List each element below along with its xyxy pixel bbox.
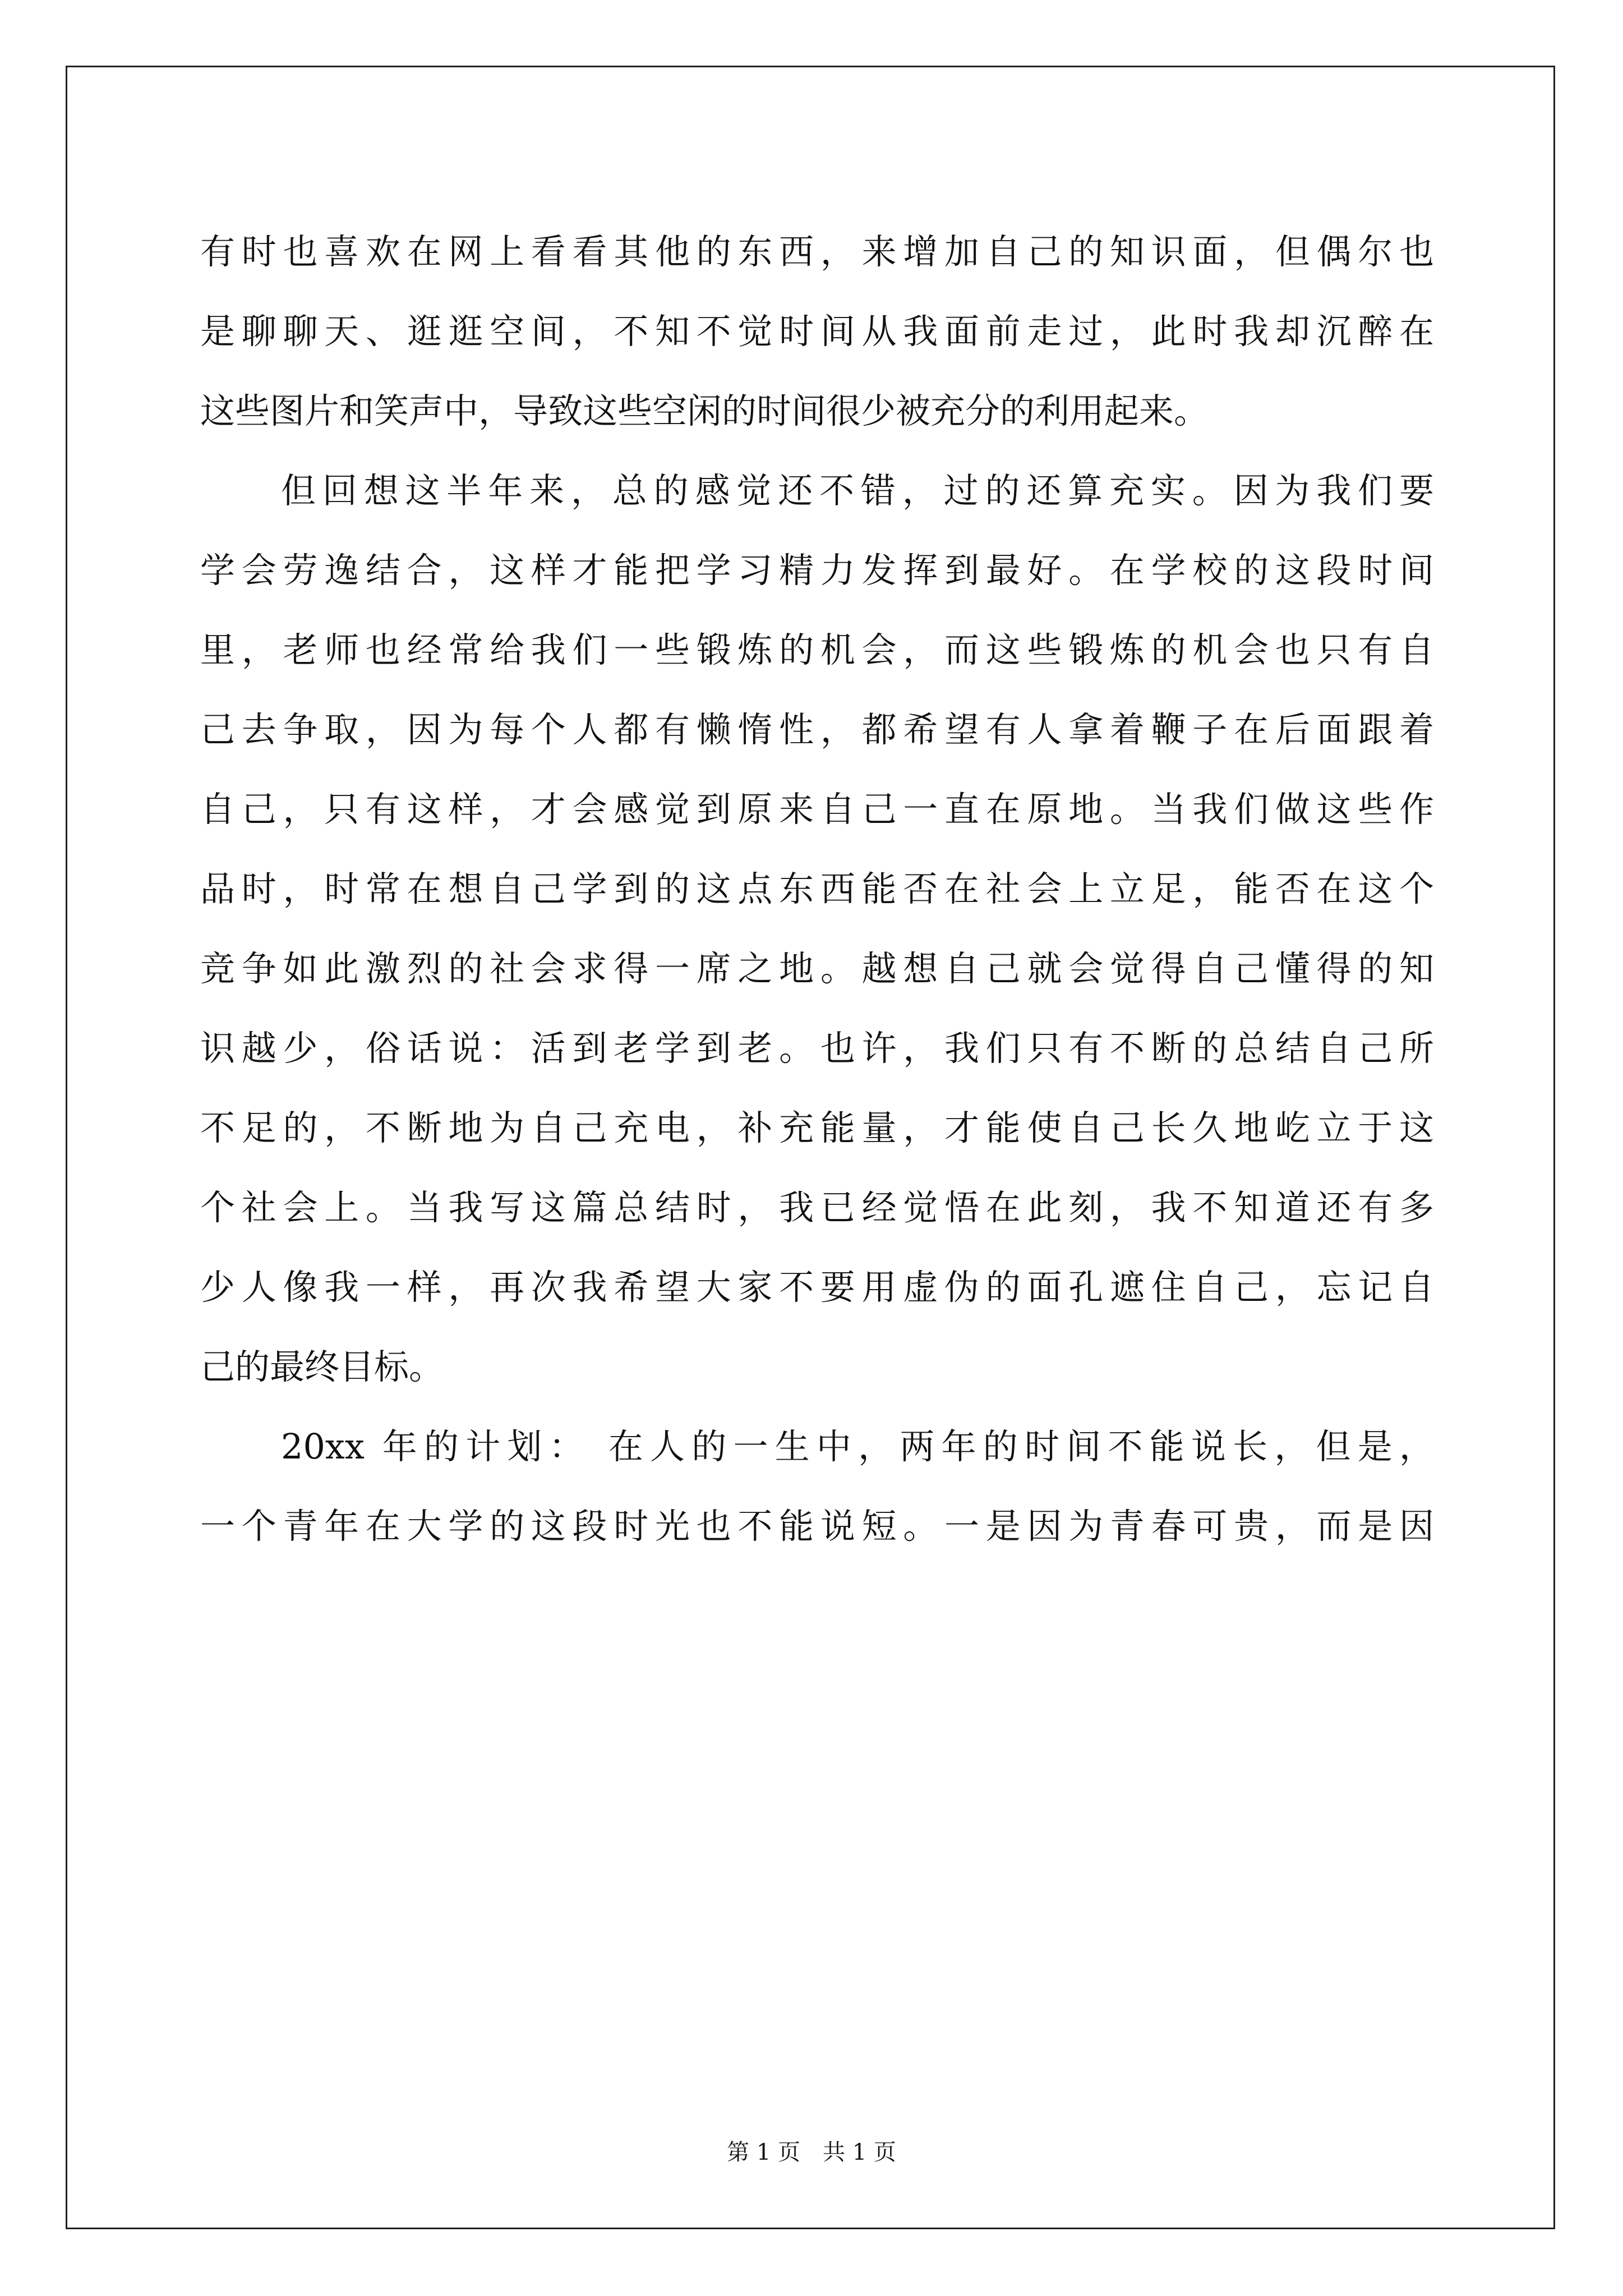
page-footer	[0, 2138, 1623, 2166]
text-line: 这些图片和笑声中，导致这些空闲的时间很少被充分的利用起来。	[200, 390, 1209, 431]
text-line: 学会劳逸结合，这样才能把学习精力发挥到最好。在学校的这段时间	[200, 550, 1434, 591]
text-line: 是聊聊天、逛逛空间，不知不觉时间从我面前走过，此时我却沉醉在	[200, 311, 1434, 352]
text-line: 己的最终目标。	[200, 1346, 444, 1387]
text-line: 少人像我一样，再次我希望大家不要用虚伪的面孔遮住自己，忘记自	[200, 1267, 1434, 1308]
text-line: 识越少，俗话说：活到老学到老。也许，我们只有不断的总结自己所	[200, 1028, 1434, 1069]
page-number-current: 第 1 页	[727, 2139, 800, 2165]
text-line: 品时，时常在想自己学到的这点东西能否在社会上立足，能否在这个	[200, 868, 1434, 909]
text-line: 里，老师也经常给我们一些锻炼的机会，而这些锻炼的机会也只有自	[200, 629, 1434, 670]
text-line: 竞争如此激烈的社会求得一席之地。越想自己就会觉得自己懂得的知	[200, 948, 1434, 989]
text-line: 20xx 年的计划： 在人的一生中，两年的时间不能说长，但是，	[281, 1426, 1434, 1467]
text-line: 一个青年在大学的这段时光也不能说短。一是因为青春可贵，而是因	[200, 1506, 1434, 1547]
text-line: 有时也喜欢在网上看看其他的东西，来增加自己的知识面，但偶尔也	[200, 231, 1434, 272]
text-line: 自己，只有这样，才会感觉到原来自己一直在原地。当我们做这些作	[200, 789, 1434, 830]
text-line: 个社会上。当我写这篇总结时，我已经觉悟在此刻，我不知道还有多	[200, 1187, 1434, 1228]
text-line: 不足的，不断地为自己充电，补充能量，才能使自己长久地屹立于这	[200, 1107, 1434, 1148]
text-line: 但回想这半年来，总的感觉还不错，过的还算充实。因为我们要	[281, 470, 1434, 511]
document-body	[200, 212, 1434, 1566]
text-line: 己去争取，因为每个人都有懒惰性，都希望有人拿着鞭子在后面跟着	[200, 709, 1434, 750]
page-number-total: 共 1 页	[823, 2139, 896, 2165]
